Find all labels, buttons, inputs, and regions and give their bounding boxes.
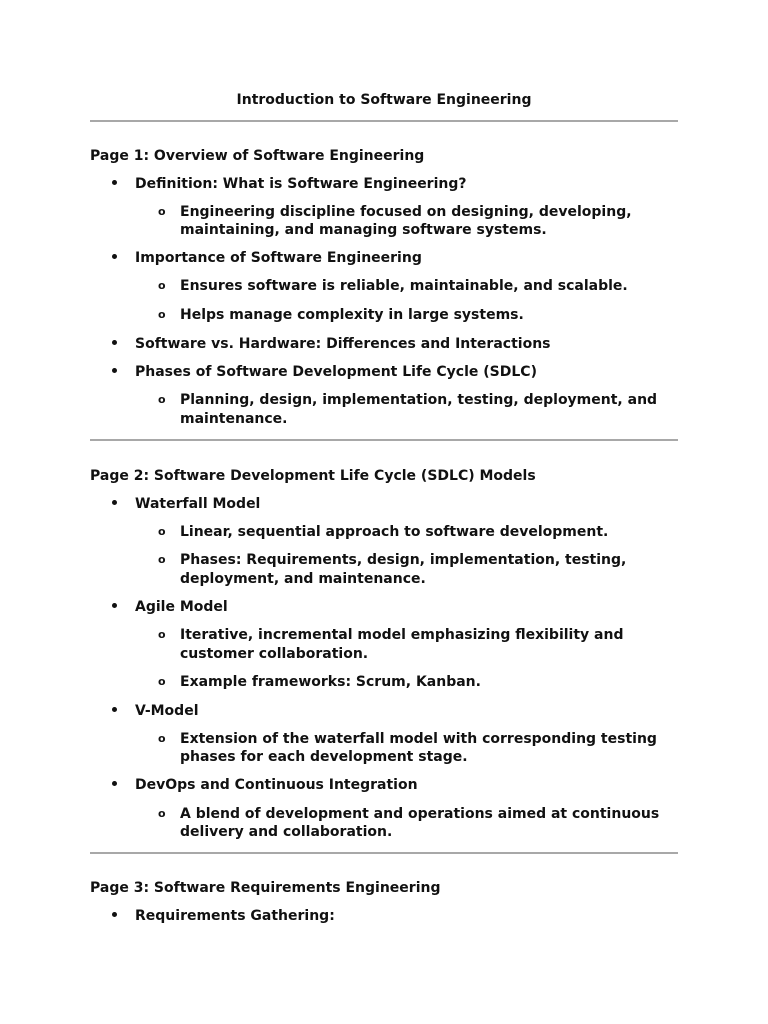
- list-item: Waterfall Model: [135, 496, 261, 512]
- sub-list-item-line: delivery and collaboration.: [180, 824, 393, 840]
- bullet-icon: [112, 495, 120, 503]
- section-heading-page-3: Page 3: Software Requirements Engineering: [90, 880, 441, 896]
- sub-list-item-line: phases for each development stage.: [180, 749, 468, 765]
- sub-list-item-line: A blend of development and operations aimed at continuous: [180, 806, 660, 822]
- list-item: Requirements Gathering:: [135, 908, 335, 924]
- bullet-icon: [112, 335, 120, 343]
- sub-list-item-line: Engineering discipline focused on designing, developing,: [180, 204, 632, 220]
- sub-list-item-line: Planning, design, implementation, testing, deployment, and: [180, 392, 658, 408]
- list-item: Software vs. Hardware: Differences and Interactions: [135, 336, 551, 352]
- list-item: Definition: What is Software Engineering?: [135, 176, 467, 192]
- circle-bullet-icon: o: [158, 525, 166, 538]
- bullet-icon: [112, 702, 120, 710]
- sub-list-item-line: Extension of the waterfall model with corresponding testing: [180, 731, 657, 747]
- sub-list-item-line: Ensures software is reliable, maintainable, and scalable.: [180, 278, 628, 294]
- circle-bullet-icon: o: [158, 205, 166, 218]
- circle-bullet-icon: o: [158, 553, 166, 566]
- bullet-icon: [112, 907, 120, 915]
- list-item: Phases of Software Development Life Cycle (SDLC): [135, 364, 537, 380]
- bullet-icon: [112, 776, 120, 784]
- bullet-icon: [112, 598, 120, 606]
- bullet-icon: [112, 175, 120, 183]
- section-heading-page-1: Page 1: Overview of Software Engineering: [90, 148, 425, 164]
- sub-list-item-line: maintaining, and managing software systems.: [180, 222, 547, 238]
- circle-bullet-icon: o: [158, 308, 166, 321]
- circle-bullet-icon: o: [158, 393, 166, 406]
- circle-bullet-icon: o: [158, 675, 166, 688]
- section-heading-page-2: Page 2: Software Development Life Cycle (SDLC) Models: [90, 468, 536, 484]
- sub-list-item-line: Iterative, incremental model emphasizing flexibility and: [180, 627, 624, 643]
- circle-bullet-icon: o: [158, 807, 166, 820]
- bullet-icon: [112, 249, 120, 257]
- section-divider: [90, 120, 678, 122]
- circle-bullet-icon: o: [158, 279, 166, 292]
- list-item: DevOps and Continuous Integration: [135, 777, 418, 793]
- document-title: Introduction to Software Engineering: [236, 92, 532, 108]
- sub-list-item-line: Linear, sequential approach to software development.: [180, 524, 609, 540]
- circle-bullet-icon: o: [158, 628, 166, 641]
- circle-bullet-icon: o: [158, 732, 166, 745]
- list-item: Agile Model: [135, 599, 228, 615]
- bullet-icon: [112, 363, 120, 371]
- sub-list-item-line: Phases: Requirements, design, implementation, testing,: [180, 552, 627, 568]
- sub-list-item-line: deployment, and maintenance.: [180, 571, 426, 587]
- sub-list-item-line: customer collaboration.: [180, 646, 369, 662]
- list-item: V-Model: [135, 703, 199, 719]
- sub-list-item-line: maintenance.: [180, 411, 288, 427]
- section-divider: [90, 439, 678, 441]
- section-divider: [90, 852, 678, 854]
- sub-list-item-line: Example frameworks: Scrum, Kanban.: [180, 674, 481, 690]
- sub-list-item-line: Helps manage complexity in large systems.: [180, 307, 524, 323]
- list-item: Importance of Software Engineering: [135, 250, 422, 266]
